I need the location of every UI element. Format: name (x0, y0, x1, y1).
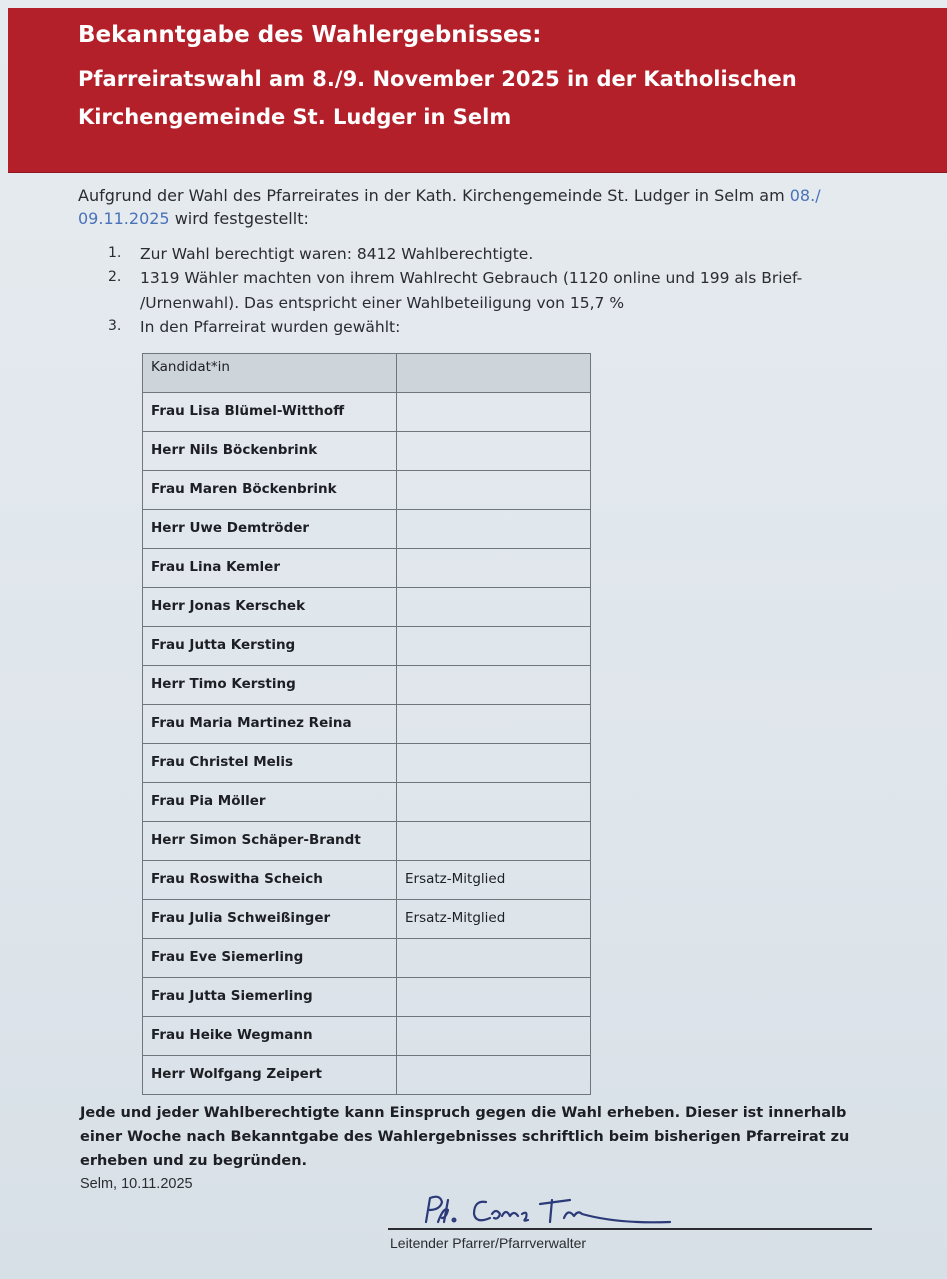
document-subtitle-line1: Pfarreiratswahl am 8./9. November 2025 in der Katholischen (78, 67, 797, 91)
list-text: 1319 Wähler machten von ihrem Wahlrecht Gebrauch (1120 online und 199 als Brief- (140, 269, 803, 287)
candidate-status (397, 627, 591, 666)
table-header-row (143, 354, 591, 393)
candidate-name: Frau Jutta Kersting (143, 627, 397, 666)
table-row (143, 900, 591, 939)
election-date-part2: 09.11.2025 (78, 209, 170, 228)
table-header-cell (397, 354, 591, 393)
table-row (143, 471, 591, 510)
candidate-status (397, 978, 591, 1017)
table-row (143, 666, 591, 705)
table-row (143, 549, 591, 588)
table-row (143, 510, 591, 549)
place-date: Selm, 10.11.2025 (80, 1176, 193, 1192)
candidate-status (397, 549, 591, 588)
list-text: /Urnenwahl). Das entspricht einer Wahlbeteiligung von 15,7 % (140, 294, 625, 312)
table-row (143, 705, 591, 744)
table-row (143, 978, 591, 1017)
candidate-status (397, 783, 591, 822)
intro-text-end: wird festgestellt: (169, 209, 309, 228)
list-number: 1. (108, 245, 122, 261)
title-banner (8, 8, 947, 172)
table-row (143, 1056, 591, 1095)
candidate-name: Herr Uwe Demtröder (143, 510, 397, 549)
candidate-name: Frau Heike Wegmann (143, 1017, 397, 1056)
objection-notice: Jede und jeder Wahlberechtigte kann Einspruch gegen die Wahl erheben. Dieser ist innerhalb einer Woche nach Bekanntgabe des Wahlergebnisses schriftlich beim bisherigen Pfarreirat zu erheben und zu begründen. (80, 1105, 850, 1169)
candidate-status (397, 939, 591, 978)
candidate-name: Frau Jutta Siemerling (143, 978, 397, 1017)
election-date-part1: 08./ (789, 186, 821, 205)
candidate-status (397, 666, 591, 705)
candidate-name: Frau Julia Schweißinger (143, 900, 397, 939)
candidate-status (397, 432, 591, 471)
candidate-status: Ersatz-Mitglied (397, 861, 591, 900)
table-row (143, 744, 591, 783)
candidate-status (397, 1056, 591, 1095)
candidate-name: Frau Eve Siemerling (143, 939, 397, 978)
table-row (143, 393, 591, 432)
table-row (143, 432, 591, 471)
candidate-name: Herr Timo Kersting (143, 666, 397, 705)
table-row (143, 822, 591, 861)
candidate-name: Herr Simon Schäper-Brandt (143, 822, 397, 861)
candidate-name: Herr Wolfgang Zeipert (143, 1056, 397, 1095)
candidate-name: Herr Jonas Kerschek (143, 588, 397, 627)
candidate-table (142, 353, 591, 1095)
candidate-status (397, 471, 591, 510)
candidate-status (397, 744, 591, 783)
candidate-status (397, 1017, 591, 1056)
intro-paragraph (78, 184, 838, 230)
document-subtitle-line2: Kirchengemeinde St. Ludger in Selm (78, 105, 512, 129)
table-header-cell: Kandidat*in (143, 354, 397, 393)
candidate-name: Frau Maren Böckenbrink (143, 471, 397, 510)
list-number: 2. (108, 269, 122, 285)
candidate-status (397, 510, 591, 549)
table-row (143, 861, 591, 900)
candidate-status (397, 822, 591, 861)
candidate-name: Frau Lisa Blümel-Witthoff (143, 393, 397, 432)
document-title: Bekanntgabe des Wahlergebnisses: (78, 22, 542, 48)
intro-text: Aufgrund der Wahl des Pfarreirates in der Kath. Kirchengemeinde St. Ludger in Selm am (78, 186, 790, 205)
candidate-status (397, 705, 591, 744)
candidate-name: Frau Pia Möller (143, 783, 397, 822)
candidate-name: Frau Christel Melis (143, 744, 397, 783)
list-text: In den Pfarreirat wurden gewählt: (140, 318, 401, 336)
candidate-name: Frau Maria Martinez Reina (143, 705, 397, 744)
table-row (143, 783, 591, 822)
list-text: Zur Wahl berechtigt waren: 8412 Wahlberechtigte. (140, 245, 534, 263)
table-row (143, 939, 591, 978)
candidate-name: Frau Lina Kemler (143, 549, 397, 588)
signature-line (388, 1228, 872, 1230)
signature-label: Leitender Pfarrer/Pfarrverwalter (390, 1235, 587, 1251)
table-row (143, 1017, 591, 1056)
candidate-name: Frau Roswitha Scheich (143, 861, 397, 900)
list-number: 3. (108, 318, 122, 334)
candidate-status (397, 393, 591, 432)
candidate-status: Ersatz-Mitglied (397, 900, 591, 939)
candidate-name: Herr Nils Böckenbrink (143, 432, 397, 471)
table-row (143, 588, 591, 627)
table-row (143, 627, 591, 666)
candidate-status (397, 588, 591, 627)
